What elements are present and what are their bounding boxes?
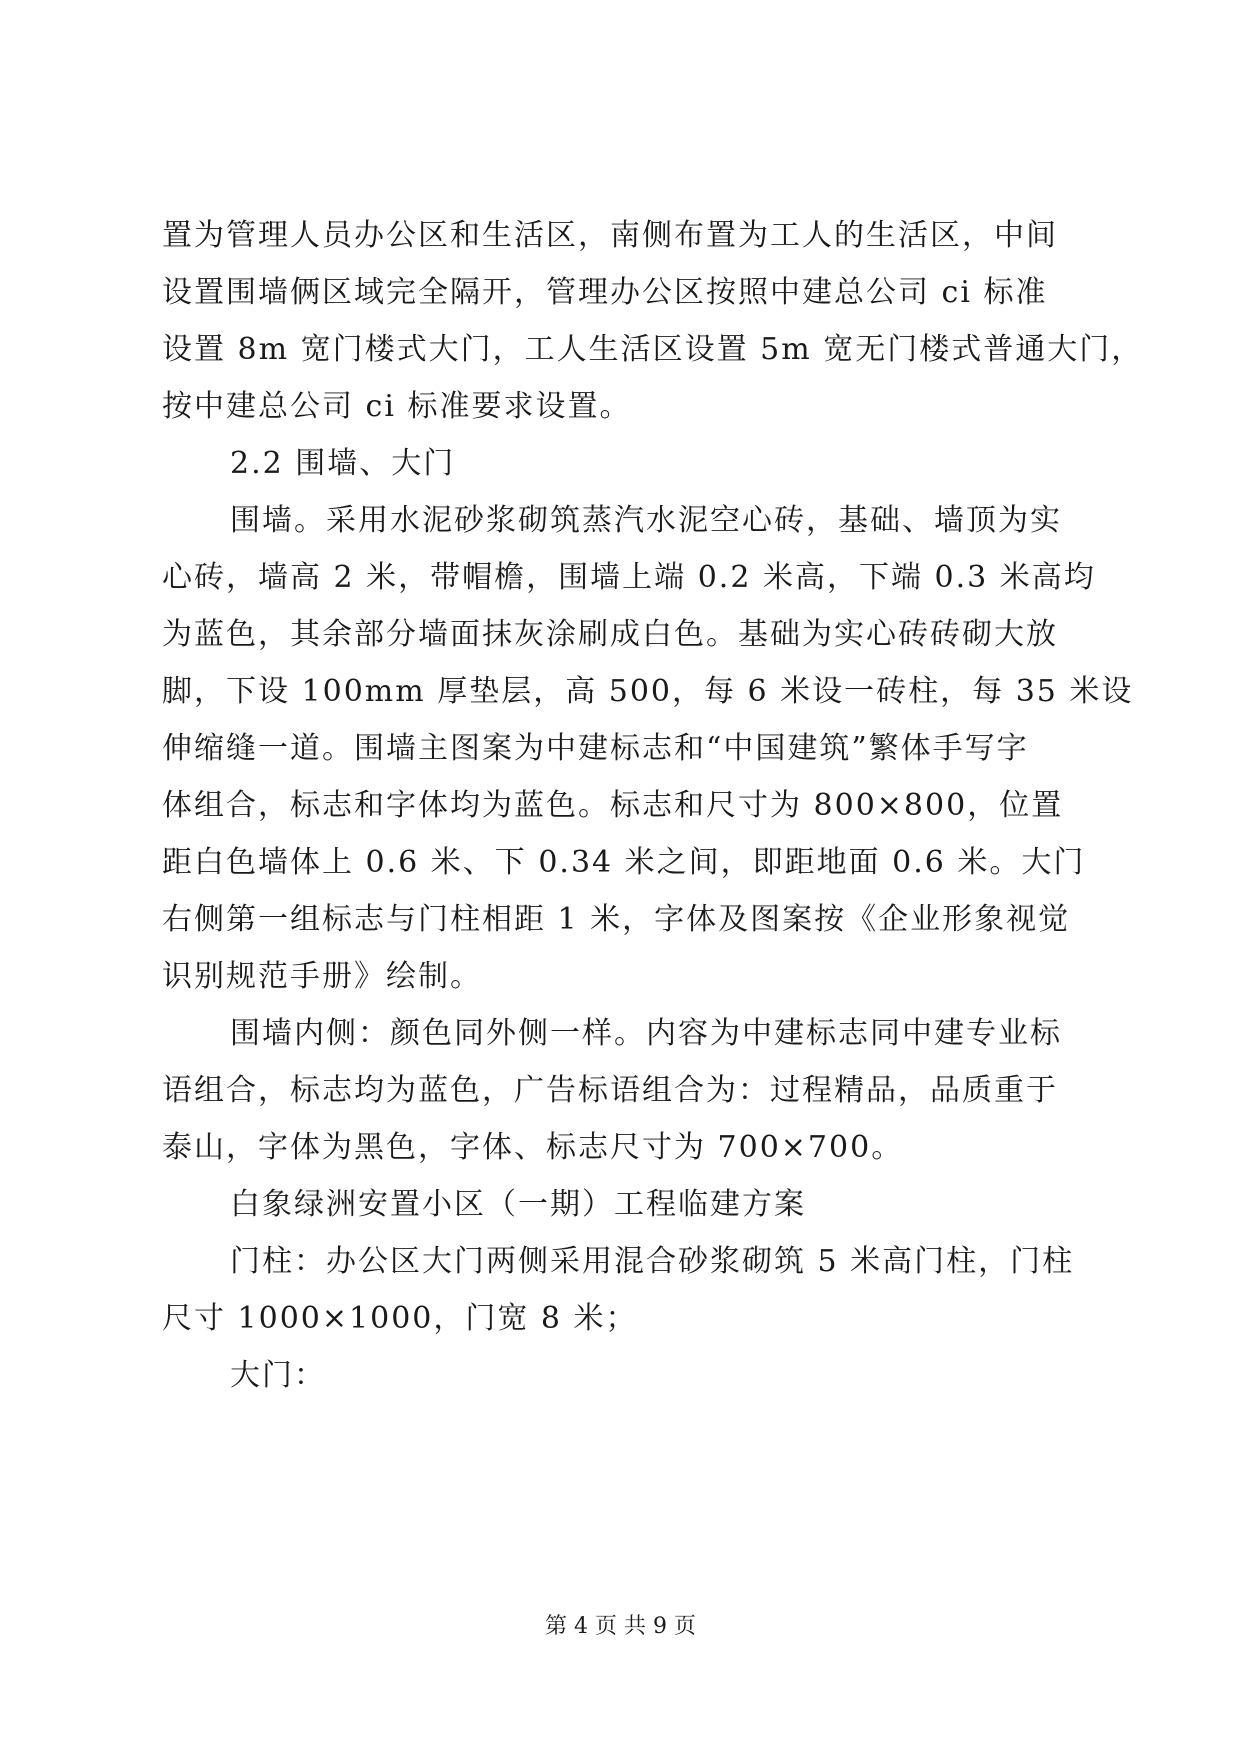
- body-text-line: 心砖，墙高 2 米，带帽檐，围墙上端 0.2 米高，下端 0.3 米高均: [162, 560, 1096, 595]
- body-text-line: 体组合，标志和字体均为蓝色。标志和尺寸为 800×800，位置: [162, 788, 1064, 823]
- body-text-line: 距白色墙体上 0.6 米、下 0.34 米之间，即距地面 0.6 米。大门: [162, 845, 1086, 880]
- body-text-line: 语组合，标志均为蓝色，广告标语组合为：过程精品，品质重于: [162, 1073, 1058, 1108]
- section-heading: 2.2 围墙、大门: [230, 446, 456, 481]
- body-text-line: 为蓝色，其余部分墙面抹灰涂刷成白色。基础为实心砖砖砌大放: [162, 617, 1058, 652]
- document-title-line: 白象绿洲安置小区（一期）工程临建方案: [230, 1187, 806, 1222]
- paragraph-start-line: 围墙内侧：颜色同外侧一样。内容为中建标志同中建专业标: [230, 1016, 1062, 1051]
- body-text-line: 泰山，字体为黑色，字体、标志尺寸为 700×700。: [162, 1130, 904, 1165]
- body-text-line: 设置围墙俩区域完全隔开，管理办公区按照中建总公司 ci 标准: [162, 275, 1048, 310]
- body-text-line: 右侧第一组标志与门柱相距 1 米，字体及图案按《企业形象视觉: [162, 902, 1071, 937]
- paragraph-start-line: 大门：: [230, 1358, 326, 1393]
- body-text-line: 伸缩缝一道。围墙主图案为中建标志和“中国建筑”繁体手写字: [162, 731, 1029, 766]
- body-text-line: 按中建总公司 ci 标准要求设置。: [162, 389, 632, 424]
- body-text-line: 识别规范手册》绘制。: [162, 959, 482, 994]
- paragraph-start-line: 围墙。采用水泥砂浆砌筑蒸汽水泥空心砖，基础、墙顶为实: [230, 503, 1062, 538]
- body-text-line: 置为管理人员办公区和生活区，南侧布置为工人的生活区，中间: [162, 218, 1058, 253]
- page-number-footer: 第 4 页 共 9 页: [545, 1614, 696, 1639]
- body-text-line: 设置 8m 宽门楼式大门，工人生活区设置 5m 宽无门楼式普通大门，: [162, 332, 1144, 367]
- paragraph-start-line: 门柱：办公区大门两侧采用混合砂浆砌筑 5 米高门柱，门柱: [230, 1244, 1075, 1279]
- body-text-line: 脚，下设 100mm 厚垫层，高 500，每 6 米设一砖柱，每 35 米设: [162, 674, 1134, 709]
- body-text-line: 尺寸 1000×1000，门宽 8 米；: [162, 1301, 638, 1336]
